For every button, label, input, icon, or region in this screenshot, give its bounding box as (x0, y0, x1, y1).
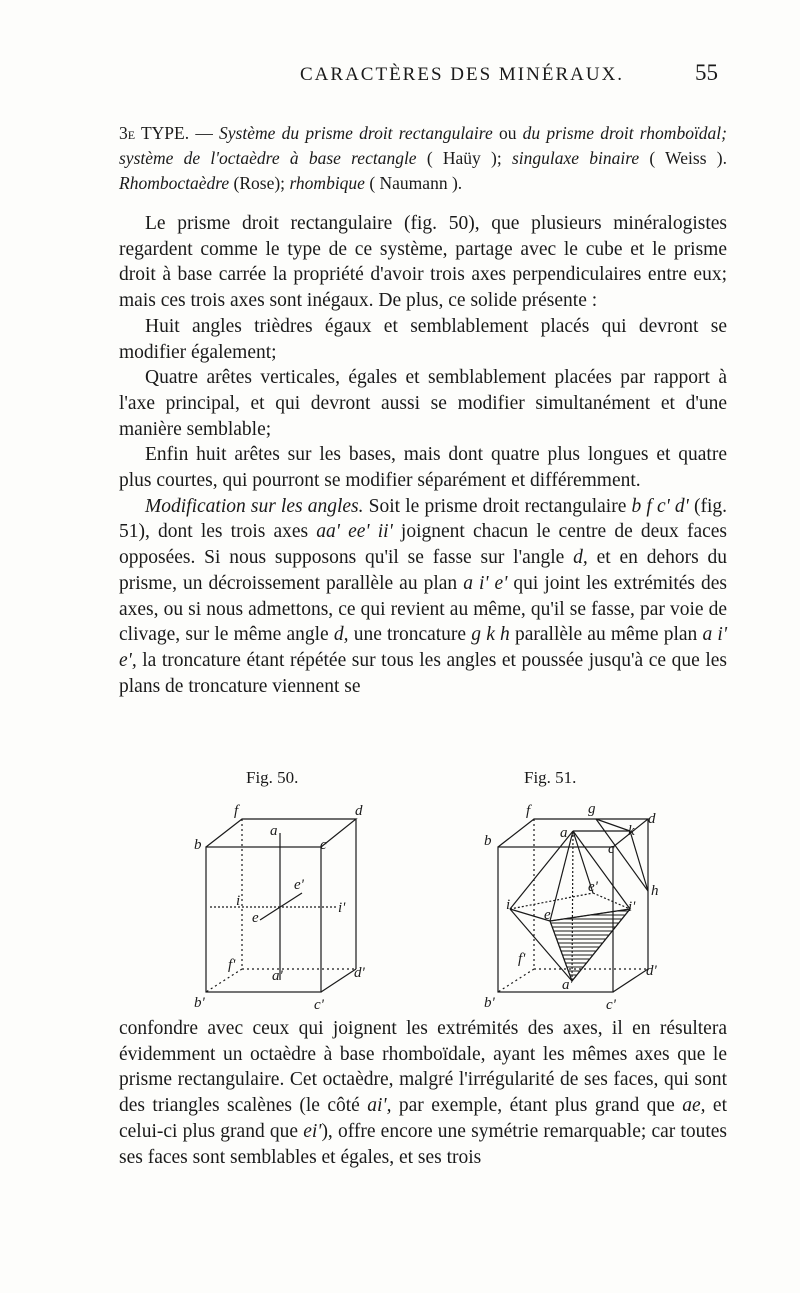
text-run: (fig. 51), dont les trois axes (119, 495, 728, 543)
text-run: ai', (367, 1095, 392, 1117)
text-run: qui joint les extrémités des axes, ou si nous admettons, ce qui revient au même, qu'il se fasse, par voie de clivage, sur le même angle (119, 572, 728, 646)
label-f-prime: f' (228, 957, 236, 973)
text-run: Soit le prisme droit rectangulaire (363, 495, 632, 517)
label-i: i (236, 893, 241, 909)
label-i-prime: i' (628, 899, 636, 915)
figure-50-caption: Fig. 50. (246, 768, 299, 787)
label-a-prime: a' (562, 977, 573, 993)
label-d-prime: d' (646, 963, 657, 979)
text-run: ei' (303, 1120, 322, 1142)
label-d: d (355, 803, 363, 819)
label-g: g (588, 801, 596, 817)
page-header (0, 60, 800, 94)
label-e: e (252, 910, 259, 926)
paragraph (119, 494, 727, 700)
label-e: e (544, 907, 551, 923)
heading-title-e: rhombique (289, 173, 365, 193)
label-a-prime: a' (272, 968, 283, 984)
heading-title-a: Système du prisme droit rectangulaire (219, 123, 493, 143)
prism-front-face (206, 847, 321, 992)
heading-title-c: singulaxe binaire (511, 148, 640, 168)
label-h: h (651, 883, 659, 899)
label-k: k (628, 823, 635, 839)
text-run: aa' ee' ii' (316, 521, 393, 543)
paragraph (119, 1016, 727, 1170)
label-f-prime: f' (518, 951, 526, 967)
paragraph: Le prisme droit rectangulaire (fig. 50), que plusieurs minéralogistes regardent comme le type de ce système, partage avec le cube et le prisme droit à base carrée la propriété d'avoir trois axes perpendiculaires entre eux; mais ces trois axes sont inégaux. De plus, ce solide présente : (119, 213, 727, 312)
text-run: joignent chacun le centre de deux faces opposées. Si nous supposons qu'il se fasse sur l'angle (119, 521, 727, 569)
label-b-prime: b' (484, 995, 495, 1011)
text-run: ae, (682, 1095, 706, 1117)
heading-rose: (Rose); (229, 173, 290, 193)
prism-top-face (206, 819, 356, 847)
paragraph: Quatre arêtes verticales, égales et semblablement placées par rapport à l'axe principal, et qui devront aussi se modifier simultanément et d'une manière semblable; (119, 367, 727, 440)
body-text-top (119, 211, 727, 699)
text-run: une troncature (348, 624, 472, 646)
text-run: la troncature étant répétée sur tous les angles et poussée jusqu'à ce que les plans de troncature viennent se (119, 649, 727, 697)
heading-weiss: ( Weiss ). (639, 148, 727, 168)
heading-hauy: ( Haüy ); (416, 148, 512, 168)
type-label: 3e TYPE. (119, 123, 190, 143)
label-i-prime: i' (338, 900, 346, 916)
label-f: f (234, 803, 239, 819)
label-b: b (194, 837, 202, 853)
label-d-prime: d' (354, 965, 365, 981)
text-run: d, (333, 624, 349, 646)
text-run: ), offre encore une symétrie remarquable; car toutes ses faces sont semblables et égales, et ses trois (119, 1120, 727, 1168)
figure-51-octahedron (478, 797, 678, 1012)
label-a: a (270, 823, 278, 839)
label-c-prime: c' (606, 997, 616, 1013)
text-run: b f c' d' (631, 495, 689, 517)
text-run: a i' e', (119, 624, 727, 671)
heading-dash: — (189, 123, 220, 143)
page-number: 55 (695, 60, 718, 85)
label-b-prime: b' (194, 995, 205, 1011)
heading-title-d: Rhomboctaèdre (119, 173, 230, 193)
prism-bottom-right-edge (613, 969, 648, 992)
heading-title-b: du prisme droit rhomboïdal; système de l'octaèdre à base rectangle (119, 123, 727, 168)
label-b: b (484, 833, 492, 849)
label-c: c (608, 841, 615, 857)
label-f: f (526, 803, 531, 819)
label-c-prime: c' (314, 997, 324, 1013)
label-c: c (320, 837, 327, 853)
body-text-bottom (119, 1016, 727, 1170)
label-e-prime: e' (294, 877, 304, 893)
paragraph: Enfin huit arêtes sur les bases, mais dont quatre plus longues et quatre plus courtes, qui pourront se modifier séparément et différemment. (119, 444, 727, 492)
text-run: parallèle au même plan (509, 624, 703, 646)
paragraph: Huit angles trièdres égaux et semblablement placés qui devront se modifier également; (119, 315, 727, 363)
text-run: et en dehors du prisme, un décroissement parallèle au plan (119, 547, 727, 594)
heading-or: ou (492, 123, 523, 143)
text-run: a i' e' (463, 572, 508, 594)
prism-bottom-right-edge (321, 969, 356, 992)
text-run: par exemple, étant plus grand que (391, 1095, 683, 1117)
text-run: g k h (471, 624, 510, 646)
text-run: confondre avec ceux qui joignent les extrémités des axes, il en résultera évidemment un octaèdre à base rhomboïdale, ayant les mêmes axes que le prisme rectangulaire. Cet octaèdre, malgré l'irrégularité de ses faces, qui sont des triangles scalènes (le côté (119, 1018, 727, 1117)
label-a: a (560, 825, 568, 841)
label-i: i (506, 897, 511, 913)
figure-50-prism (190, 797, 370, 1012)
label-d: d (648, 811, 656, 827)
section-heading (119, 121, 727, 196)
figure-51-caption: Fig. 51. (524, 768, 577, 787)
text-run: d, (573, 547, 588, 569)
modification-heading: Modification sur les angles. (145, 495, 364, 517)
label-e-prime: e' (588, 879, 598, 895)
running-title: CARACTÈRES DES MINÉRAUX. (300, 64, 625, 85)
text-run: et celui-ci plus grand que (119, 1095, 727, 1142)
heading-naumann: ( Naumann ). (364, 173, 463, 193)
